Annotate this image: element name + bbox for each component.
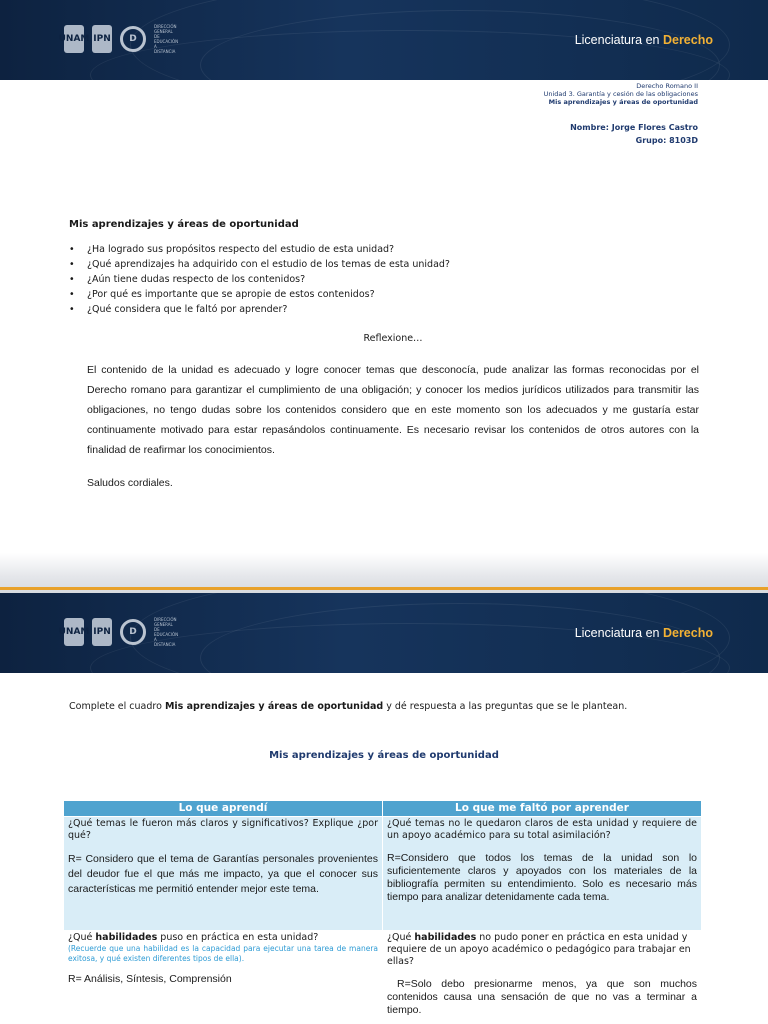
column-header-learned: Lo que aprendí [64,801,383,817]
list-item: • ¿Qué considera que le faltó por aprender? [69,302,450,317]
unam-logo-icon: UNAM [64,618,84,646]
section-title: Mis aprendizajes y áreas de oportunidad [69,219,299,230]
cell-question [68,932,378,944]
student-name: Nombre: Jorge Flores Castro [570,123,698,132]
reflection-paragraph: El contenido de la unidad es adecuado y logre conocer temas que desconocía, pude analizar las formas reconocidas por el Derecho romano para garantizar el cumplimiento de una obligación; y conocer los medios jurídicos utilizados para transmitir las obligaciones, no tengo dudas sobre los contenidos considero que en este momento son los adecuados y me gustaría estar continuamente motivado para estar repasándolos continuamente. Es necesario revisar los contenidos de otros autores con la finalidad de reafirmar los conocimientos. [87,364,699,456]
instruction-bold: Mis aprendizajes y áreas de oportunidad [164,701,384,712]
list-item: • ¿Aún tiene dudas respecto de los contenidos? [69,272,450,287]
brand-accent: Derecho [662,33,713,47]
course-name: Derecho Romano II [636,82,698,90]
document-meta [544,82,698,106]
list-item: • ¿Ha logrado sus propósitos respecto del estudio de esta unidad? [69,242,450,257]
instruction-pre: Complete el cuadro [69,701,165,712]
table-cell [383,817,702,931]
table-cell [383,931,702,1024]
reflect-prompt: Reflexione… [363,333,423,344]
table-cell [64,931,383,1024]
activity-name: Mis aprendizajes y áreas de oportunidad [548,98,698,106]
unit-name: Unidad 3. Garantía y cesión de las obligaciones [543,90,698,98]
program-brand [575,626,713,640]
institution-logos [58,617,179,647]
q-bold: habilidades [414,932,477,943]
dgeda-logo-icon: D [120,619,146,645]
table-row [64,817,702,931]
cell-answer: R= Considero que el tema de Garantías personales provenientes del deudor fue el que más me impacto, ya que el conocer sus características me permitió entender mejor este tema. [68,853,378,895]
q-pre: ¿Qué [387,932,415,943]
shield-logo-icon: IPN [92,618,112,646]
brand-prefix: Licenciatura en [574,626,663,640]
logo-caption: DIRECCIÓN GENERAL DE EDUCACIÓN A DISTANCIA [154,617,179,647]
brand-prefix: Licenciatura en [574,33,663,47]
list-item: • ¿Qué aprendizajes ha adquirido con el estudio de los temas de esta unidad? [69,257,450,272]
learning-table [63,800,702,1024]
instruction-text [69,701,627,712]
q-post: puso en práctica en esta unidad? [157,932,319,943]
q-post: no pudo poner en práctica en esta unidad y requiere de un apoyo académico o pedagógico para trabajar en ellas? [387,932,691,967]
list-item: • ¿Por qué es importante que se apropie de estos contenidos? [69,287,450,302]
cell-question: ¿Qué temas no le quedaron claros de esta unidad y requiere de un apoyo académico para su total asimilación? [387,818,697,841]
question-list [69,242,450,317]
q-pre: ¿Qué [68,932,96,943]
shield-logo-icon: IPN [92,25,112,53]
cell-answer: R=Solo debo presionarme menos, ya que son muchos contenidos causa una sensación de que no vas a terminar a tiempo. [387,978,697,1016]
brand-accent: Derecho [662,626,713,640]
page1-header-banner [0,0,768,80]
logo-caption: DIRECCIÓN GENERAL DE EDUCACIÓN A DISTANCIA [154,24,179,54]
institution-logos [58,24,179,54]
q-bold: habilidades [95,932,158,943]
gold-divider [0,587,768,590]
student-group: Grupo: 8103D [635,136,698,145]
cell-answer: R=Considero que todos los temas de la unidad son lo suficientemente claros y apoyados con los materiales de la bibliografía permiten su entendimiento. Solo es necesario más tiempo para analizar detenidamente cada tema. [387,852,697,903]
table-cell [64,817,383,931]
cell-answer: R= Análisis, Síntesis, Comprensión [68,973,232,985]
table-title: Mis aprendizajes y áreas de oportunidad [269,750,499,761]
cell-question: ¿Qué temas le fueron más claros y significativos? Explique ¿por qué? [68,818,378,841]
instruction-post: y dé respuesta a las preguntas que se le plantean. [383,701,628,712]
student-info [570,121,698,147]
program-brand [575,33,713,47]
cell-question [387,932,697,968]
unam-logo-icon: UNAM [64,25,84,53]
column-header-missing: Lo que me faltó por aprender [383,801,702,817]
closing-text: Saludos cordiales. [87,477,173,489]
page2-header-banner [0,593,768,673]
table-row [64,931,702,1024]
cell-hint: (Recuerde que una habilidad es la capacidad para ejecutar una tarea de manera exitosa, y qué existen diferentes tipos de ella). [68,944,378,963]
dgeda-logo-icon: D [120,26,146,52]
table-header-row [64,801,702,817]
